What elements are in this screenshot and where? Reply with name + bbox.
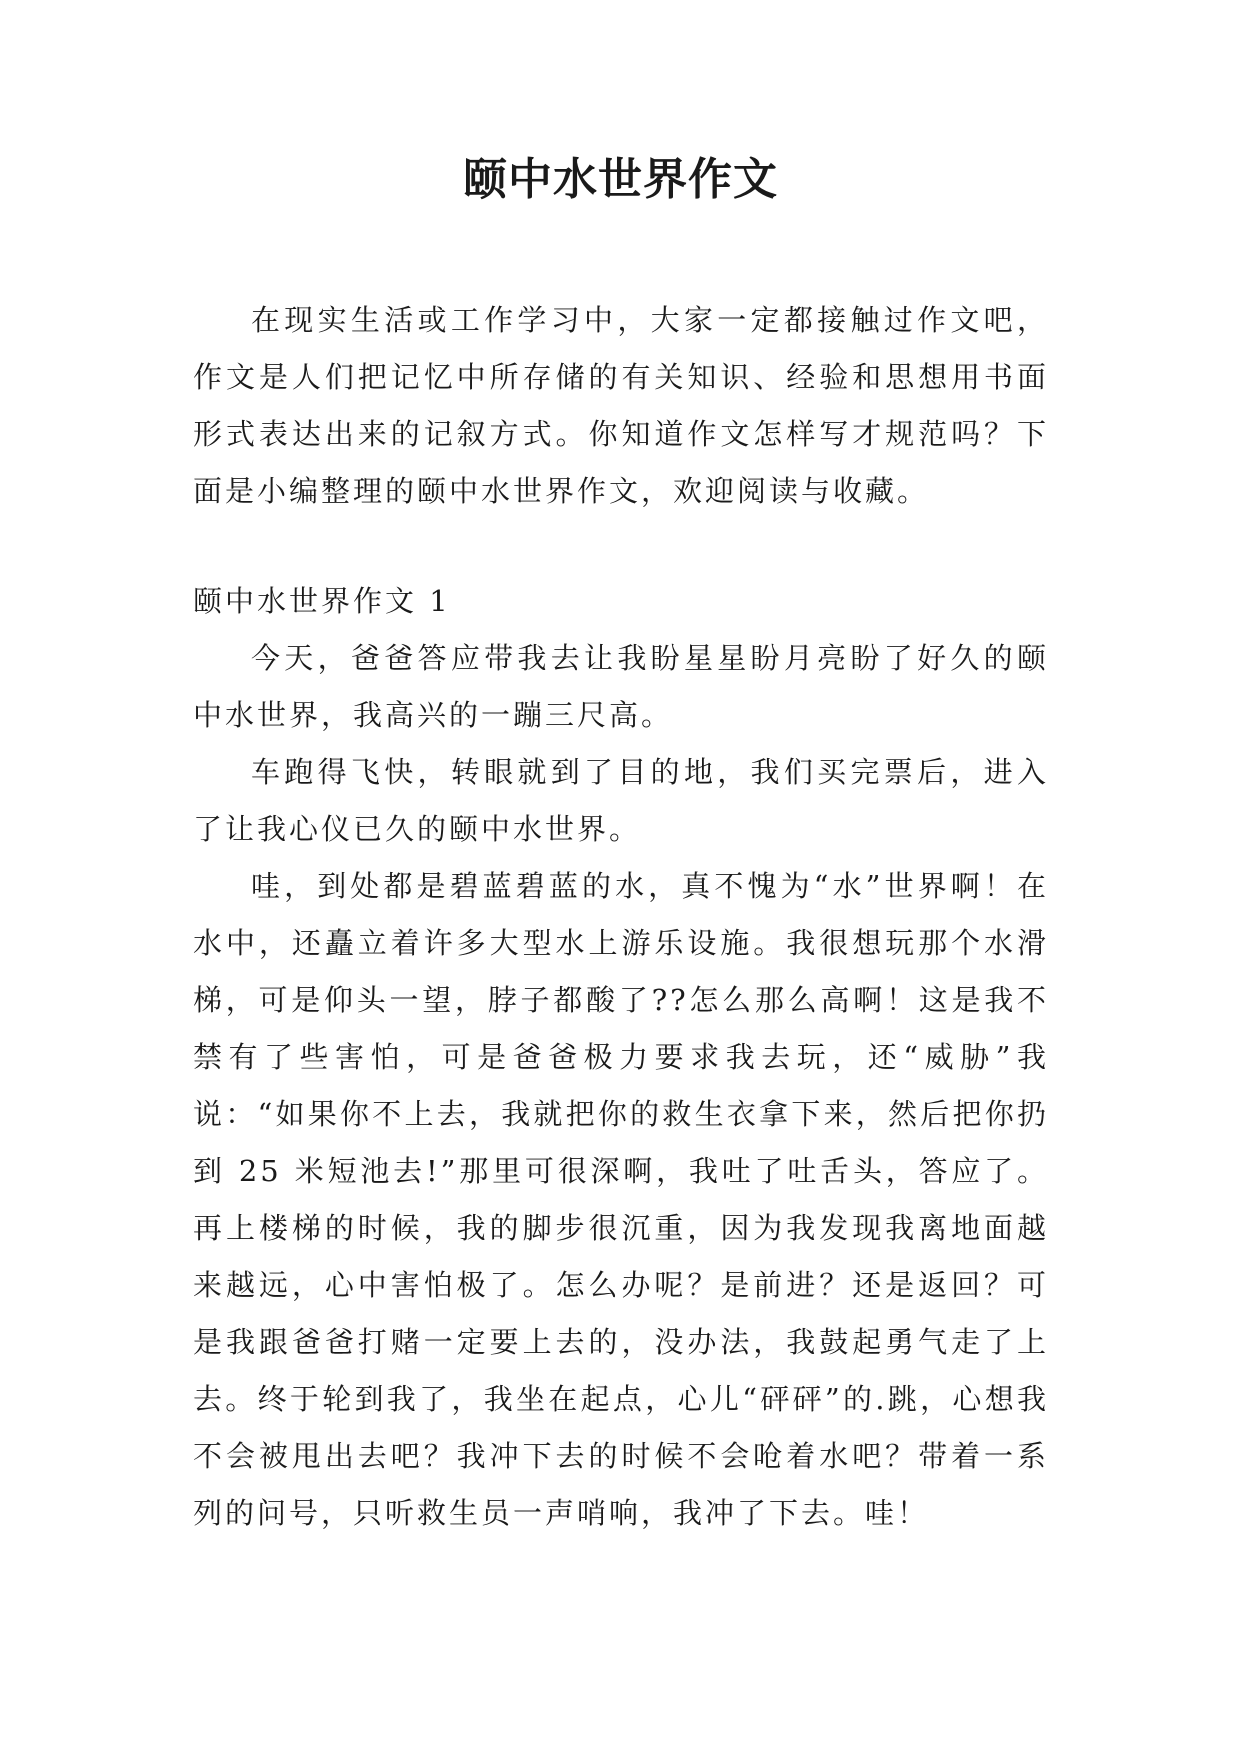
intro-paragraph: 在现实生活或工作学习中，大家一定都接触过作文吧，作文是人们把记忆中所存储的有关知识、经验和思想用书面形式表达出来的记叙方式。你知道作文怎样写才规范吗？下面是小编整理的颐中水世界作文，欢迎阅读与收藏。	[193, 303, 1049, 508]
body-paragraph: 今天，爸爸答应带我去让我盼星星盼月亮盼了好久的颐中水世界，我高兴的一蹦三尺高。	[193, 641, 1049, 732]
document-body	[193, 292, 1049, 1542]
body-paragraph: 哇，到处都是碧蓝碧蓝的水，真不愧为“水”世界啊！在水中，还矗立着许多大型水上游乐设施。我很想玩那个水滑梯，可是仰头一望，脖子都酸了??怎么那么高啊！这是我不禁有了些害怕，可是爸爸极力要求我去玩，还“威胁”我说：“如果你不上去，我就把你的救生衣拿下来，然后把你扔到 25 米短池去!”那里可很深啊，我吐了吐舌头，答应了。再上楼梯的时候，我的脚步很沉重，因为我发现我离地面越来越远，心中害怕极了。怎么办呢？是前进？还是返回？可是我跟爸爸打赌一定要上去的，没办法，我鼓起勇气走了上去。终于轮到我了，我坐在起点，心儿“砰砰”的.跳，心想我不会被甩出去吧？我冲下去的时候不会呛着水吧？带着一系列的问号，只听救生员一声哨响，我冲了下去。哇！	[193, 869, 1049, 1530]
body-paragraph: 车跑得飞快，转眼就到了目的地，我们买完票后，进入了让我心仪已久的颐中水世界。	[193, 755, 1049, 846]
section-heading: 颐中水世界作文 1	[193, 584, 451, 618]
document-title: 颐中水世界作文	[463, 154, 778, 205]
